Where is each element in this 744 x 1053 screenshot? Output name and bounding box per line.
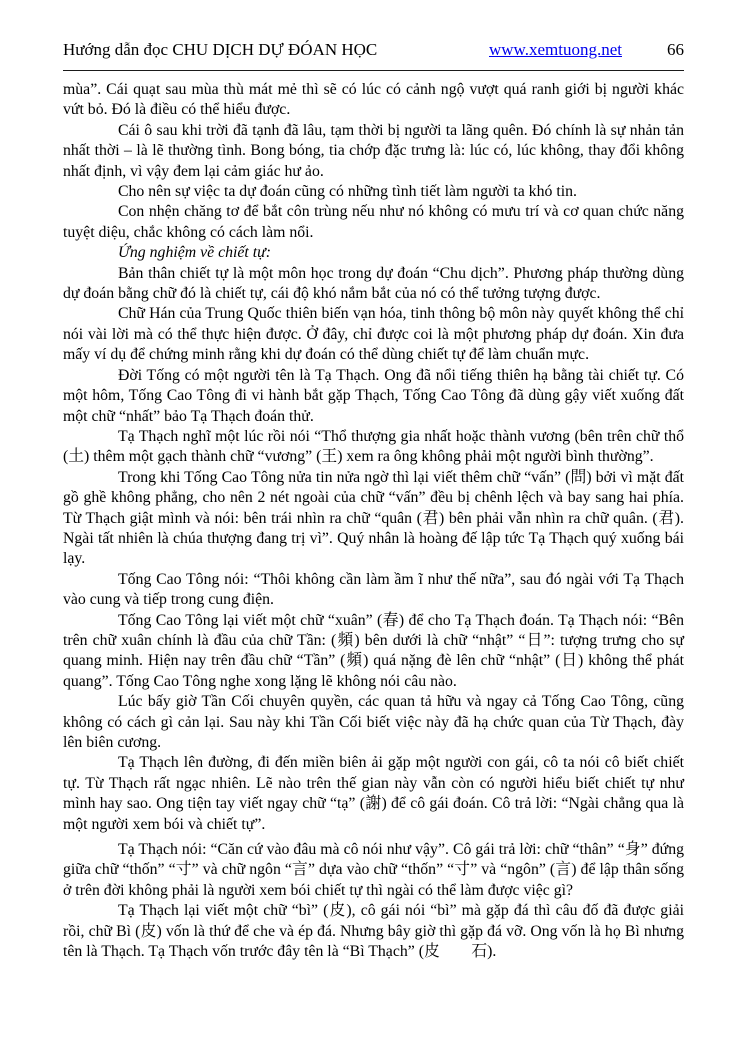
website-link[interactable]: www.xemtuong.net — [489, 40, 622, 59]
paragraph-12: Tống Cao Tông lại viết một chữ “xuân” (春) để cho Tạ Thạch đoán. Tạ Thạch nói: “Bên trên chữ xuân chính là đầu của chữ Tần: (頻) bên dưới là chữ “nhật” “日”: tượng trưng cho sự quang minh. Hiện nay trên đầu chữ “Tần” (頻) quá nặng đè lên chữ “nhật” (日) không thể phát quang”. Tống Cao Tông nghe xong lặng lẽ không nói câu nào. — [63, 611, 684, 690]
page-title: Hướng dẫn đọc CHU DỊCH DỰ ĐÓAN HỌC — [63, 40, 378, 59]
paragraph-14: Tạ Thạch lên đường, đi đến miền biên ải gặp một người con gái, cô ta nói cô biết chiết tự. Từ Thạch rất ngạc nhiên. Lẽ nào trên thế gian này vẫn còn có người hiểu biết chiết tự như mình hay sao. Ong tiện tay viết ngay chữ “tạ” (謝) để cô gái đoán. Cô trả lời: “Ngài chẳng qua là một người xem bói và chiết tự”. — [63, 754, 684, 833]
paragraph-3: Cho nên sự việc ta dự đoán cũng có những tình tiết làm người ta khó tin. — [118, 183, 577, 201]
paragraph-10: Trong khi Tống Cao Tông nửa tin nửa ngờ thì lại viết thêm chữ “vấn” (問) bởi vì mặt đất gồ ghề không phẳng, cho nên 2 nét ngoài của chữ “vấn” đều bị chênh lệch và bay sang hai phía. Từ Thạch giật mình và nói: bên trái nhìn ra chữ “quân (君) bên phải vẫn nhìn ra chữ quân. (君). Ngài tất nhiên là chúa thượng đang trị vì”. Quý nhân là hoàng đế lập tức Tạ Thạch quý xuống bái lạy. — [63, 468, 684, 568]
document-body — [63, 80, 684, 962]
paragraph-5: Ứng nghiệm về chiết tự: — [118, 244, 271, 262]
page-number: 66 — [667, 40, 684, 59]
header-divider — [63, 70, 684, 71]
paragraph-9: Tạ Thạch nghĩ một lúc rồi nói “Thổ thượng gia nhất hoặc thành vương (bên trên chữ thổ (土) thêm một gạch thành chữ “vương” (王) xem ra ông không phải một người bình thường”. — [63, 427, 684, 466]
paragraph-15: Tạ Thạch nói: “Căn cứ vào đâu mà cô nói như vậy”. Cô gái trả lời: chữ “thân” “身” đứng giữa chữ “thốn” “寸” và chữ ngôn “言” dựa vào chữ “thốn” “寸” và “ngôn” (言) để lập thân sống ở trên đời không phải là người xem bói chiết tự thì ngài có thể làm được việc gì? — [63, 841, 684, 899]
paragraph-11: Tống Cao Tông nói: “Thôi không cần làm ầm ĩ như thế nữa”, sau đó ngài với Tạ Thạch vào cung và tiếp trong cung điện. — [63, 570, 684, 609]
paragraph-13: Lúc bấy giờ Tần Cối chuyên quyền, các quan tả hữu và ngay cả Tống Cao Tông, cũng không có cách gì cản lại. Sau này khi Tần Cối biết việc này đã hạ chức quan của Từ Thạch, đày lên biên cương. — [63, 693, 684, 751]
paragraph-1: mùa”. Cái quạt sau mùa thù mát mẻ thì sẽ có lúc có cảnh ngộ vượt quá ranh giới bị người khác vứt bỏ. Đó là điều có thể hiểu được. — [63, 81, 684, 119]
paragraph-7: Chữ Hán của Trung Quốc thiên biến vạn hóa, tinh thông bộ môn này quyết không thể chỉ nói vài lời mà có thể thực hiện được. Ở đây, chỉ được coi là một phương pháp dự đoán. Xin đưa mấy ví dụ để chứng minh rằng khi dự đoán có thể dùng chiết tự để làm chuẩn mực. — [63, 305, 684, 364]
paragraph-16: Tạ Thạch lại viết một chữ “bì” (皮), cô gái nói “bì” mà gặp đá thì câu đố đã được giải rồi, chữ Bì (皮) vốn là thứ để che và ép đá. Nhưng bây giờ thì gặp đá vỡ. Ong vốn là họ Bì nhưng tên là Thạch. Tạ Thạch vốn trước đây tên là “Bì Thạch” (皮 石). — [63, 902, 684, 961]
paragraph-6: Bản thân chiết tự là một môn học trong dự đoán “Chu dịch”. Phương pháp thường dùng dự đoán bằng chữ đó là chiết tự, cái độ khó nắm bắt của nó có thể tưởng tượng được. — [63, 264, 684, 303]
paragraph-8: Đời Tống có một người tên là Tạ Thạch. Ong đã nổi tiếng thiên hạ bằng tài chiết tự. Có một hôm, Tống Cao Tông đi vi hành bắt gặp Thạch, Tống Cao Tông đã dùng gậy viết xuống đất một chữ “nhất” bảo Tạ Thạch đoán thử. — [63, 366, 684, 425]
page-header — [63, 40, 684, 60]
paragraph-4: Con nhện chăng tơ để bắt côn trùng nếu như nó không có mưu trí và cơ quan chức năng tuyệt diệu, chắc không có cách làm nổi. — [63, 203, 684, 241]
paragraph-2: Cái ô sau khi trời đã tạnh đã lâu, tạm thời bị người ta lãng quên. Đó chính là sự nhản tản nhất thời – là lẽ thường tình. Bong bóng, tia chớp đặc trưng là: lúc có, lúc không, thay đổi không nhất định, vì vậy đem lại cảm giác hư ảo. — [63, 121, 684, 180]
